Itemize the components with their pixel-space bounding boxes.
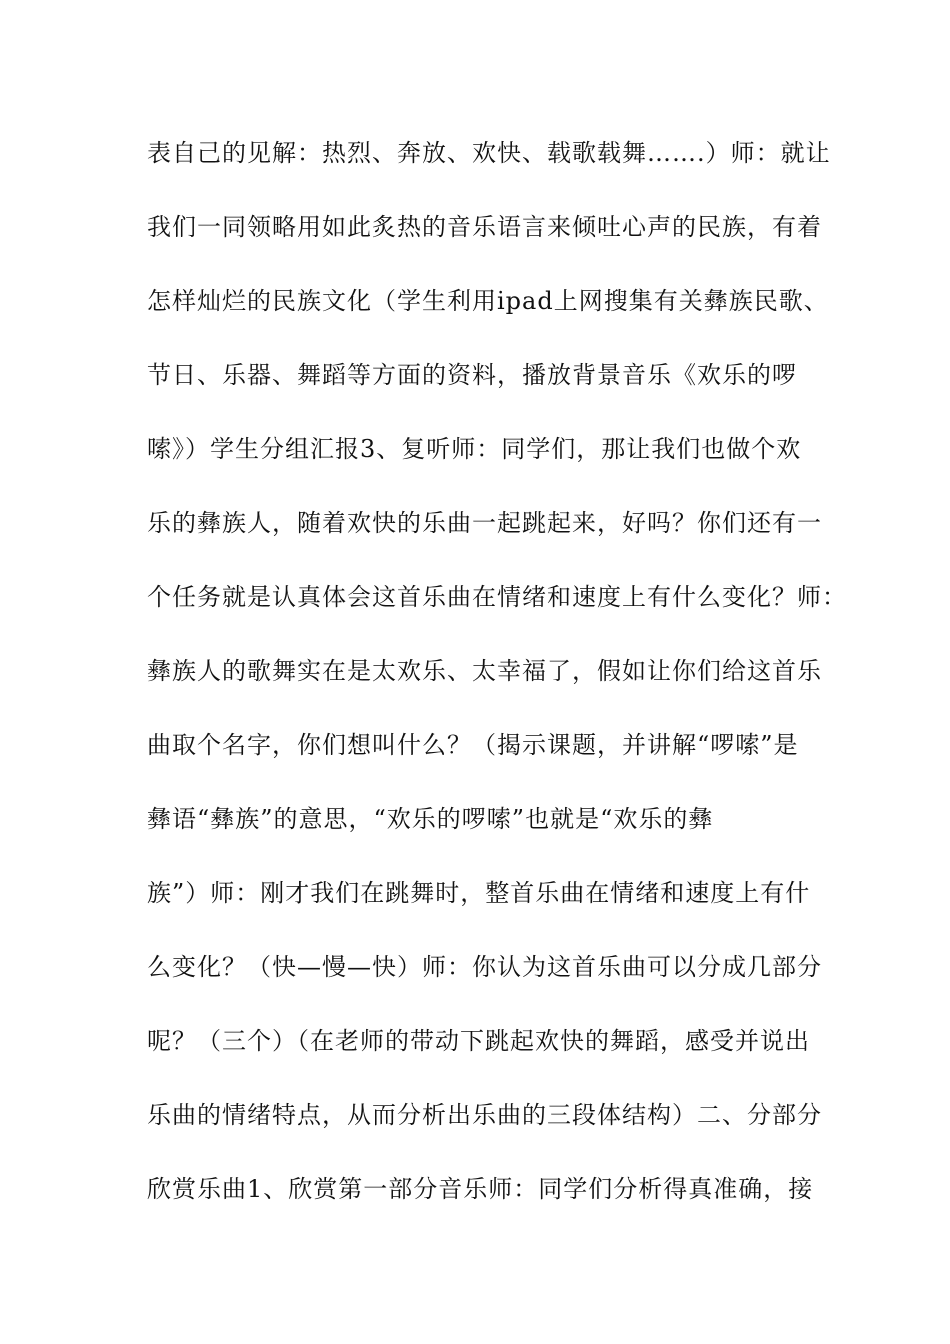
- text-line-10: 彝语“彝族”的意思，“欢乐的啰嗦”也就是“欢乐的彝: [147, 805, 714, 833]
- text-line-11: 族”）师：刚才我们在跳舞时，整首乐曲在情绪和速度上有什: [147, 879, 811, 907]
- text-line-13: 呢？（三个）（在老师的带动下跳起欢快的舞蹈，感受并说出: [147, 1027, 810, 1055]
- text-line-8: 彝族人的歌舞实在是太欢乐、太幸福了，假如让你们给这首乐: [147, 657, 822, 685]
- text-line-15: 欣赏乐曲1、欣赏第一部分音乐师：同学们分析得真准确，接: [147, 1175, 814, 1203]
- text-line-3: 怎样灿烂的民族文化（学生利用ipad上网搜集有关彝族民歌、: [147, 287, 829, 315]
- text-line-5: 嗦》）学生分组汇报3、复听师：同学们，那让我们也做个欢: [147, 435, 802, 463]
- text-line-1: 表自己的见解：热烈、奔放、欢快、载歌载舞…….）师：就让: [147, 139, 831, 167]
- body-text: [147, 128, 847, 1238]
- text-line-7: 个任务就是认真体会这首乐曲在情绪和速度上有什么变化？师：: [147, 583, 847, 611]
- text-line-9: 曲取个名字，你们想叫什么？（揭示课题，并讲解“啰嗦”是: [147, 731, 799, 759]
- text-line-14: 乐曲的情绪特点，从而分析出乐曲的三段体结构）二、分部分: [147, 1101, 822, 1129]
- text-line-4: 节日、乐器、舞蹈等方面的资料，播放背景音乐《欢乐的啰: [147, 361, 797, 389]
- text-line-6: 乐的彝族人，随着欢快的乐曲一起跳起来，好吗？你们还有一: [147, 509, 822, 537]
- text-line-12: 么变化？（快—慢—快）师：你认为这首乐曲可以分成几部分: [147, 953, 822, 981]
- text-line-2: 我们一同领略用如此炙热的音乐语言来倾吐心声的民族，有着: [147, 213, 822, 241]
